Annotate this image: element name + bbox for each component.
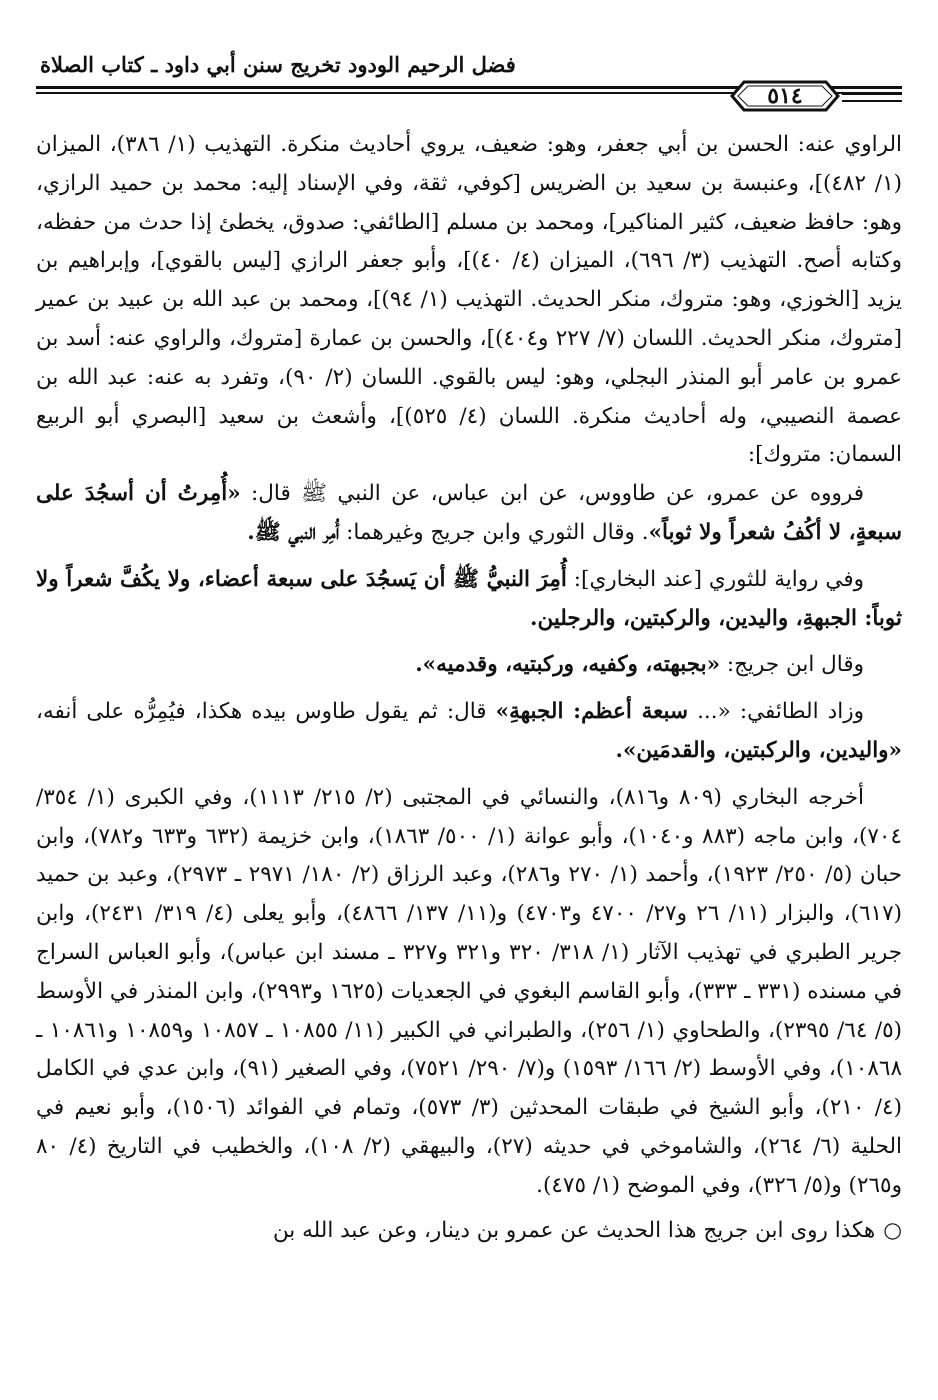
main-text [36,126,902,1250]
ibn-jurayj-intro: وقال ابن جريج: [720,652,864,678]
taifi-paragraph [36,693,902,771]
taifi-note: قال: ثم يقول طاوس بيده هكذا، فيُمِرُّه على أنفه، [36,699,496,725]
thawri-text: أُمِرَ النبيُّ ﷺ أن يَسجُدَ على سبعة أعضاء، ولا يكُفَّ شعراً ولا ثوباً: الجبهةِ، واليدين، والركبتين، والرجلين. [36,566,902,631]
taifi-text: سبعة أعظم: الجبهةِ» [495,699,688,725]
hadith-variant: أُمِر النبي ﷺ. [247,519,340,545]
taifi-ending: «واليدين، والركبتين، والقدمَين». [615,737,902,763]
hadith-text: «أُمِرتُ أن أسجُدَ على سبعةٍ، لا أكُفُ شعراً ولا ثوباً» [36,481,902,545]
takhrij-paragraph: أخرجه البخاري (٨٠٩ و٨١٦)، والنسائي في المجتبى (٢/ ٢١٥/ ١١١٣)، وفي الكبرى (١/ ٣٥٤/ ٧٠٤)، وابن ماجه (٨٨٣ و١٠٤٠)، وأبو عوانة (١/ ٥٠٠/ ١٨٦٣)، وابن خزيمة (٦٣٢ و٦٣٣ و٧٨٢)، وابن حبان (٥/ ٢٥٠/ ١٩٢٣)، وأحمد (١/ ٢٧٠ و٢٨٦)، وعبد الرزاق (٢/ ١٨٠/ ٢٩٧١ ـ ٢٩٧٣)، وعبد بن حميد (٦١٧)، والبزار (١١/ ٢٦ و٢٧/ ٤٧٠٠ و٤٧٠٣) و(١١/ ١٣٧/ ٤٨٦٦)، وأبو يعلى (٤/ ٣١٩/ ٢٤٣١)، وابن جرير الطبري في تهذيب الآثار (١/ ٣١٨/ ٣٢٠ و٣٢١ و٣٢٧ ـ مسند ابن عباس)، وأبو العباس السراج في مسنده (٣٣١ ـ ٣٣٣)، وأبو القاسم البغوي في الجعديات (١٦٢٥ و٢٩٩٣)، وابن المنذر في الأوسط (٥/ ٦٤/ ٢٣٩٥)، والطحاوي (١/ ٢٥٦)، والطبراني في الكبير (١١/ ١٠٨٥٥ ـ ١٠٨٥٧ و١٠٨٥٩ و١٠٨٦١ ـ ١٠٨٦٨)، وفي الأوسط (٢/ ١٦٦/ ١٥٩٣) و(٧/ ٢٩٠/ ٧٥٢١)، وفي الصغير (٩١)، وابن عدي في الكامل (٤/ ٢١٠)، وأبو الشيخ في طبقات المحدثين (٣/ ٥٧٣)، وتمام في الفوائد (١٥٠٦)، وأبو نعيم في الحلية (٦/ ٢٦٤)، والشاموخي في حديثه (٢٧)، والبيهقي (٢/ ١٠٨)، والخطيب في التاريخ (٤/ ٨٠ و٢٦٥) و(٥/ ٣٢٦)، وفي الموضح (١/ ٤٧٥). [36,784,903,1198]
thawri-intro: وفي رواية للثوري [عند البخاري]: [566,566,865,592]
side-rule [842,93,902,95]
hadith-intro: فرووه عن عمرو، عن طاووس، عن ابن عباس، عن النبي ﷺ قال: [240,481,864,507]
taifi-intro: وزاد الطائفي: «... [688,699,864,725]
hadith-paragraph [36,475,902,553]
narrators-paragraph: الراوي عنه: الحسن بن أبي جعفر، وهو: ضعيف، يروي أحاديث منكرة. التهذيب (١/ ٣٨٦)، الميزان (١/ ٤٨٢)]، وعنبسة بن سعيد بن الضريس [كوفي، ثقة، وفي الإسناد إليه: محمد بن حميد الرازي، وهو: حافظ ضعيف، كثير المناكير]، ومحمد بن مسلم [الطائفي: صدوق، يخطئ إذا حدث من حفظه، وكتابه أصح. التهذيب (٣/ ٦٩٦)، الميزان (٤/ ٤٠)]، وأبو جعفر الرازي [ليس بالقوي]، وإبراهيم بن يزيد [الخوزي، وهو: متروك، منكر الحديث. التهذيب (١/ ٩٤)]، ومحمد بن عبد الله بن عبيد بن عمير [متروك، منكر الحديث. اللسان (٧/ ٢٢٧ و٤٠٤)]، والحسن بن عمارة [متروك، والراوي عنه: أسد بن عمرو بن عامر أبو المنذر البجلي، وهو: ليس بالقوي. اللسان (٢/ ٩٠)، وتفرد به عنه: عبد الله بن عصمة النصيبي، وله أحاديث منكرة. اللسان (٤/ ٥٢٥)]، وأشعث بن سعيد [البصري أبو الربيع السمان: متروك]: [36,132,903,468]
closing-paragraph [36,1212,902,1251]
hadith-note: . وقال الثوري وابن جريج وغيرهما: [339,519,649,545]
page-number-badge [730,78,840,114]
running-title: فضل الرحيم الودود تخريج سنن أبي داود ـ كتاب الصلاة [40,52,516,77]
circle-bullet-icon: ○ [883,1217,902,1243]
ibn-jurayj-text: «بجبهته، وكفيه، وركبتيه، وقدميه». [415,652,721,678]
ibn-jurayj-paragraph [36,646,902,685]
thawri-paragraph [36,561,902,639]
side-rule [842,100,902,102]
closing-text: هكذا روى ابن جريج هذا الحديث عن عمرو بن دينار، وعن عبد الله بن [272,1217,876,1243]
page-number: ٥١٤ [767,83,803,109]
